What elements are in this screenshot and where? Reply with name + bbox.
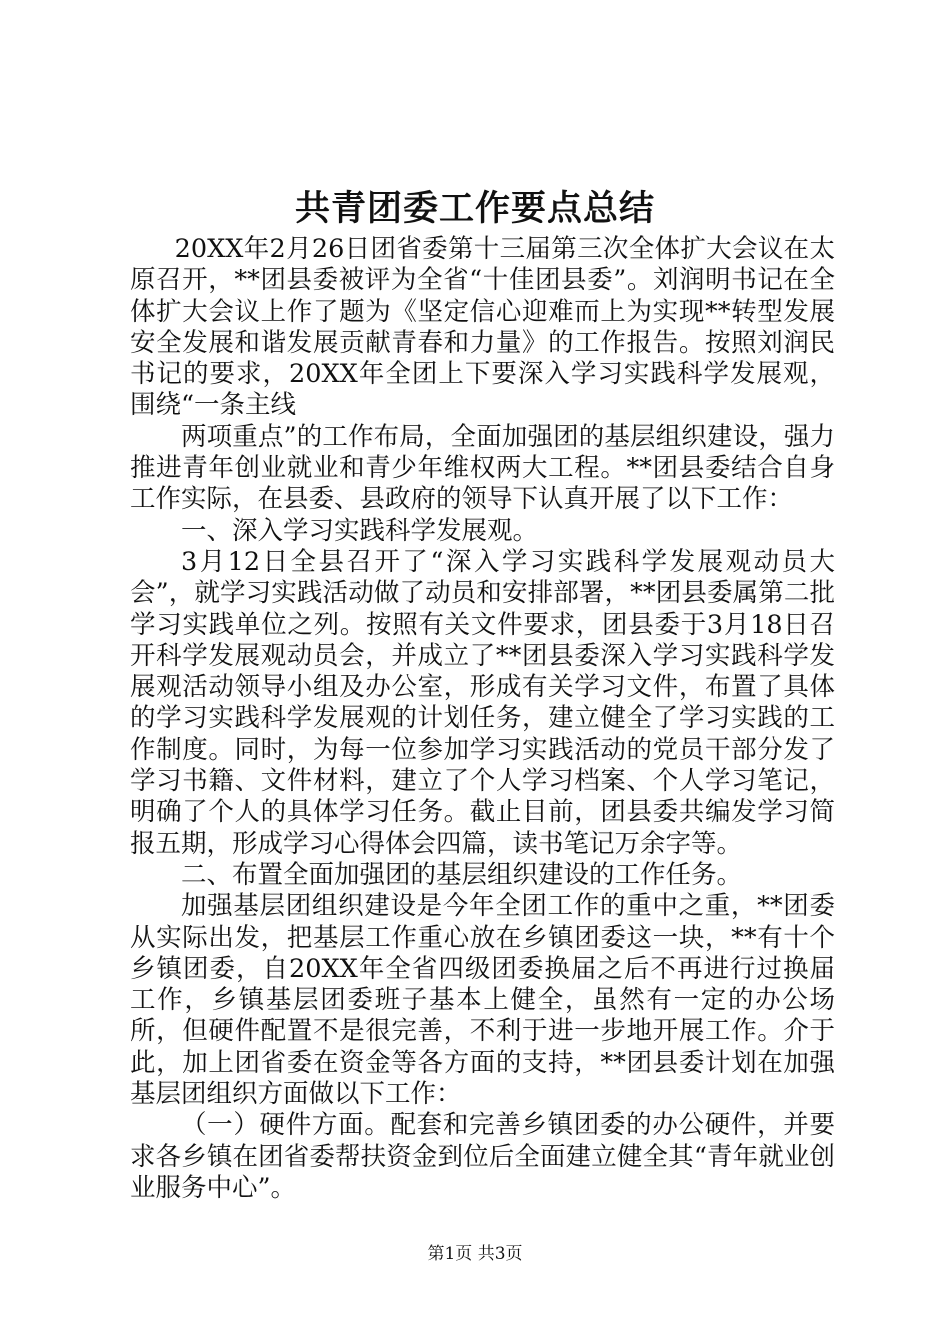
document-title: 共青团委工作要点总结 <box>294 188 655 229</box>
body-paragraph: 加强基层团组织建设是今年全团工作的重中之重，**团委从实际出发，把基层工作重心放在乡镇团委这一块，**有十个乡镇团委，自20XX年全省四级团委换届之后不再进行过换届工作，乡镇基层团委班子基本上健全，虽然有一定的办公场所，但硬件配置不是很完善，不利于进一步地开展工作。介于此，加上团省委在资金等各方面的支持，**团县委计划在加强基层团组织方面做以下工作： <box>130 891 835 1110</box>
section-heading: 一、深入学习实践科学发展观。 <box>181 515 539 546</box>
body-paragraph: （一）硬件方面。配套和完善乡镇团委的办公硬件，并要求各乡镇在团省委帮扶资金到位后全面建立健全其“青年就业创业服务中心”。 <box>130 1110 835 1203</box>
body-paragraph: 3月12日全县召开了“深入学习实践科学发展观动员大会”，就学习实践活动做了动员和安排部署，**团县委属第二批学习实践单位之列。按照有关文件要求，团县委于3月18日召开科学发展观动员会，并成立了**团县委深入学习实践科学发展观活动领导小组及办公室，形成有关学习文件，布置了具体的学习实践科学发展观的计划任务，建立健全了学习实践的工作制度。同时，为每一位参加学习实践活动的党员干部分发了学习书籍、文件材料，建立了个人学习档案、个人学习笔记，明确了个人的具体学习任务。截止目前，团县委共编发学习简报五期，形成学习心得体会四篇，读书笔记万余字等。 <box>130 546 835 859</box>
body-paragraph: 20XX年2月26日团省委第十三届第三次全体扩大会议在太原召开，**团县委被评为全省“十佳团县委”。刘润明书记在全体扩大会议上作了题为《坚定信心迎难而上为实现**转型发展安全发展和谐发展贡献青春和力量》的工作报告。按照刘润民书记的要求，20XX年全团上下要深入学习实践科学发展观，围绕“一条主线 <box>130 234 835 421</box>
body-paragraph: 两项重点”的工作布局，全面加强团的基层组织建设，强力推进青年创业就业和青少年维权两大工程。**团县委结合自身工作实际，在县委、县政府的领导下认真开展了以下工作： <box>130 421 835 515</box>
document-body <box>130 234 835 1204</box>
page-footer: 第1页 共3页 <box>427 1244 523 1264</box>
section-heading: 二、布置全面加强团的基层组织建设的工作任务。 <box>181 859 743 890</box>
